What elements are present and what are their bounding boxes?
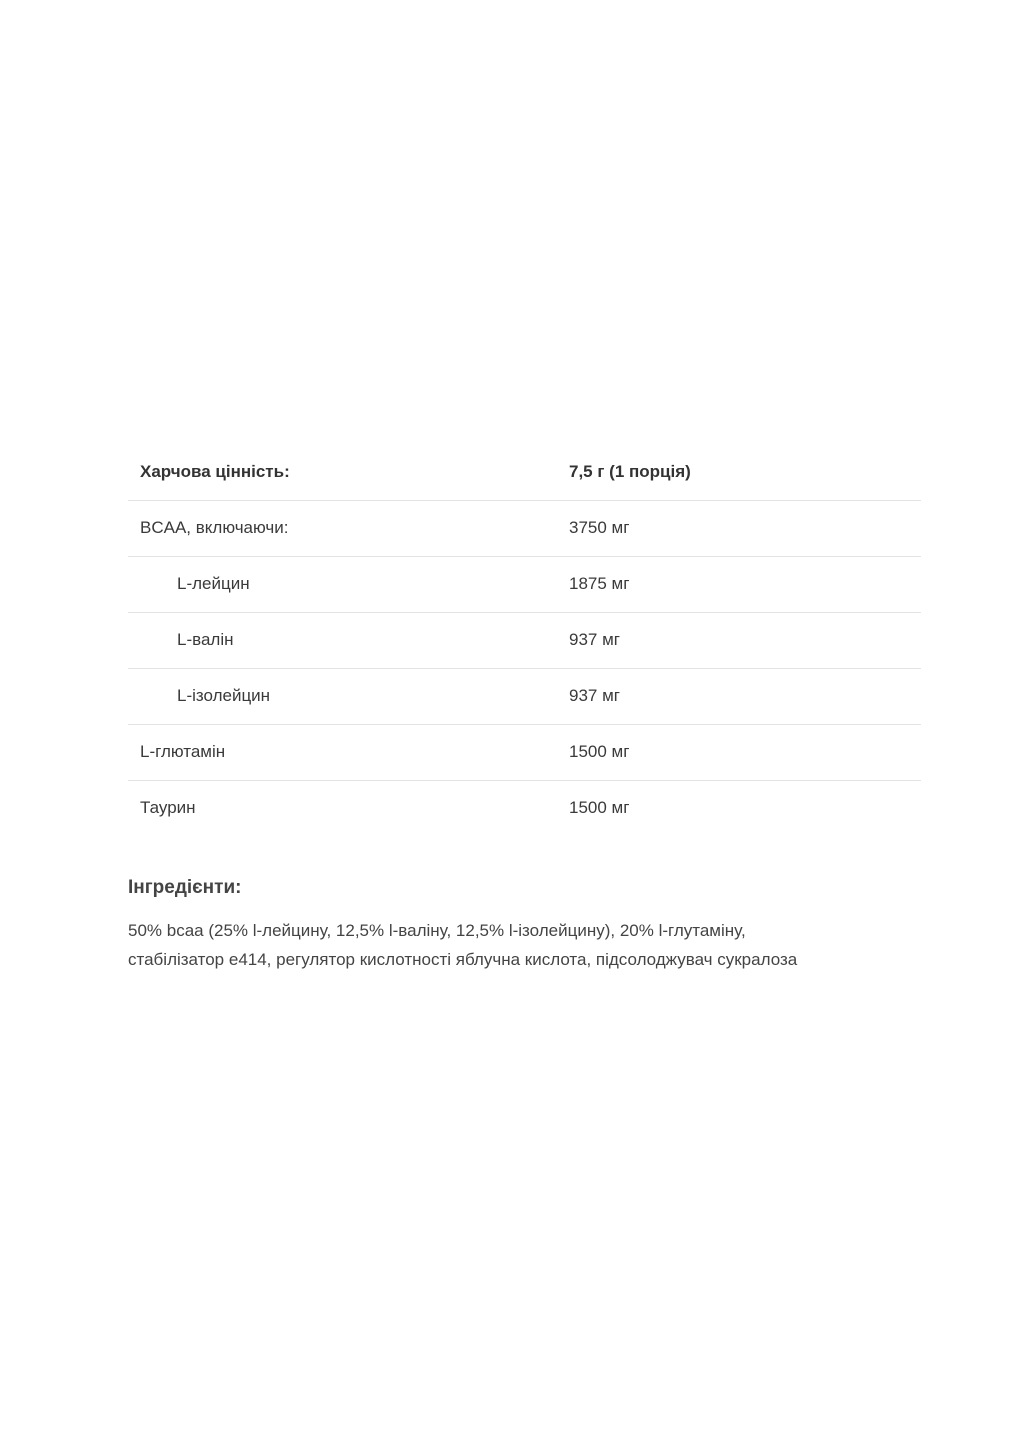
table-row (128, 725, 921, 781)
ingredients-line: стабілізатор e414, регулятор кислотності яблучна кислота, підсолоджувач сукралоза (128, 950, 798, 969)
nutrient-name: L-ізолейцин (128, 669, 569, 725)
nutrient-name: L-валін (128, 613, 569, 669)
table-row (128, 781, 921, 837)
ingredients-line: 50% bcaa (25% l-лейцину, 12,5% l-валіну, 12,5% l-ізолейцину), 20% l-глутаміну, (128, 921, 746, 940)
nutrient-name: L-лейцин (128, 557, 569, 613)
nutrient-name: Таурин (140, 798, 196, 817)
nutrient-amount: 1875 мг (569, 557, 921, 613)
ingredients-heading: Інгредієнти: (128, 877, 242, 898)
nutrient-amount: 937 мг (569, 669, 921, 725)
nutrient-amount: 1500 мг (569, 798, 630, 817)
ingredients-text (128, 916, 921, 974)
nutrient-amount: 1500 мг (569, 725, 921, 781)
header-nutrition-label: Харчова цінність: (128, 445, 569, 501)
product-info (128, 445, 921, 974)
table-row (128, 557, 921, 613)
nutrient-name: L-глютамін (128, 725, 569, 781)
table-row (128, 613, 921, 669)
header-serving-label: 7,5 г (1 порція) (569, 445, 921, 501)
table-header-row (128, 445, 921, 501)
nutrient-amount: 3750 мг (569, 501, 921, 557)
nutrient-name: BCAA, включаючи: (128, 501, 569, 557)
nutrition-table (128, 445, 921, 836)
table-row (128, 669, 921, 725)
nutrient-amount: 937 мг (569, 613, 921, 669)
table-row (128, 501, 921, 557)
